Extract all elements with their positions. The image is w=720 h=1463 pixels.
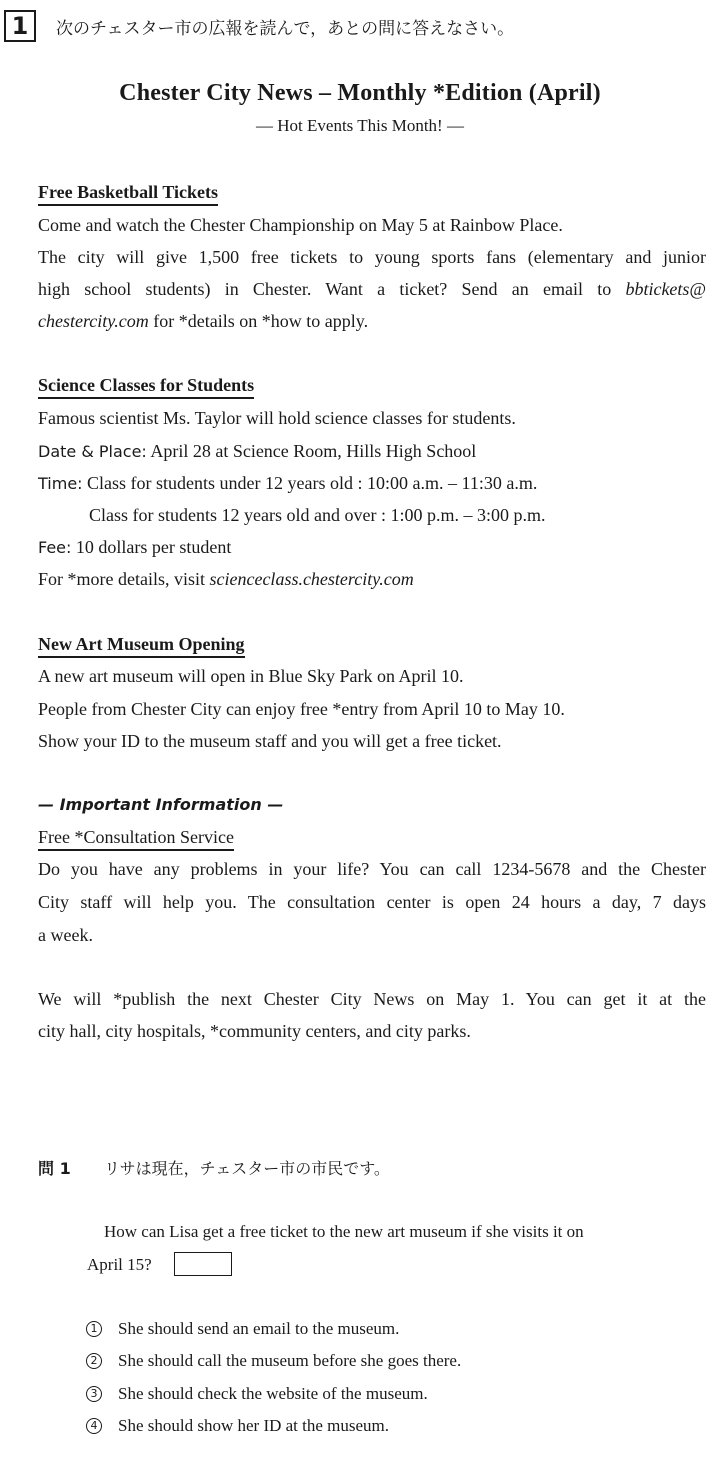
question-number: 1 bbox=[11, 12, 29, 40]
choice-number-2: 2 bbox=[86, 1353, 102, 1369]
basketball-line-1: Come and watch the Chester Championship on May 5 at Rainbow Place. bbox=[38, 215, 563, 235]
important-info-label: — Important Information — bbox=[38, 795, 284, 814]
basketball-line-2: The city will give 1,500 free tickets to young sports fans (elementary and junior bbox=[38, 247, 706, 267]
basketball-heading: Free Basketball Tickets bbox=[38, 181, 218, 206]
choice-text-2: She should call the museum before she goes there. bbox=[118, 1351, 462, 1370]
science-line-1: Famous scientist Ms. Taylor will hold science classes for students. bbox=[38, 408, 516, 428]
science-more-text: For *more details, visit bbox=[38, 569, 210, 589]
time-label: Time: bbox=[38, 474, 83, 493]
basketball-line-3-text: high school students) in Chester. Want a ticket? Send an email to bbox=[38, 279, 626, 299]
consultation-line-3: a week. bbox=[38, 925, 93, 945]
museum-line-2: People from Chester City can enjoy free *entry from April 10 to May 10. bbox=[38, 699, 565, 719]
basketball-line-3 bbox=[38, 277, 706, 301]
fee-label: Fee: bbox=[38, 538, 72, 557]
choice-text-4: She should show her ID at the museum. bbox=[118, 1416, 390, 1435]
science-time-line-2: Class for students 12 years old and over : 1:00 p.m. – 3:00 p.m. bbox=[89, 505, 546, 525]
fee-value: 10 dollars per student bbox=[71, 537, 232, 557]
choice-1[interactable] bbox=[86, 1318, 399, 1340]
answer-box[interactable] bbox=[174, 1252, 232, 1276]
date-place-value: April 28 at Science Room, Hills High School bbox=[146, 441, 477, 461]
science-more-line bbox=[38, 567, 414, 591]
date-place-label: Date & Place: bbox=[38, 442, 147, 461]
question-1-text-line-2: April 15? bbox=[87, 1255, 152, 1274]
choice-number-4: 4 bbox=[86, 1418, 102, 1434]
notice-subtitle: — Hot Events This Month! — bbox=[256, 116, 464, 135]
science-date-line bbox=[38, 439, 476, 464]
choice-text-1: She should send an email to the museum. bbox=[118, 1319, 400, 1338]
museum-heading: New Art Museum Opening bbox=[38, 633, 245, 658]
science-url: scienceclass.chestercity.com bbox=[209, 569, 414, 589]
museum-line-1: A new art museum will open in Blue Sky Park on April 10. bbox=[38, 666, 464, 686]
consultation-line-2: City staff will help you. The consultation center is open 24 hours a day, 7 days bbox=[38, 892, 706, 912]
choice-number-1: 1 bbox=[86, 1321, 102, 1337]
basketball-email-part-2: chestercity.com bbox=[38, 311, 149, 331]
question-1-note: リサは現在，チェスター市の市民です。 bbox=[104, 1159, 390, 1178]
instruction-text: 次のチェスター市の広報を読んで，あとの問に答えなさい。 bbox=[56, 19, 515, 39]
consultation-line-1: Do you have any problems in your life? You can call 1234-5678 and the Chester bbox=[38, 859, 706, 879]
publish-line-1: We will *publish the next Chester City News on May 1. You can get it at the bbox=[38, 989, 706, 1009]
science-fee-line bbox=[38, 535, 231, 560]
choice-3[interactable] bbox=[86, 1383, 428, 1405]
choice-4[interactable] bbox=[86, 1415, 389, 1437]
consultation-heading: Free *Consultation Service bbox=[38, 826, 234, 851]
science-time-line-1 bbox=[38, 471, 537, 496]
museum-line-3: Show your ID to the museum staff and you will get a free ticket. bbox=[38, 731, 502, 751]
notice-title: Chester City News – Monthly *Edition (April) bbox=[119, 80, 601, 106]
science-heading: Science Classes for Students bbox=[38, 374, 254, 399]
choice-text-3: She should check the website of the museum. bbox=[118, 1384, 428, 1403]
publish-line-2: city hall, city hospitals, *community centers, and city parks. bbox=[38, 1021, 471, 1041]
choice-2[interactable] bbox=[86, 1350, 461, 1372]
time-value-1: Class for students under 12 years old : 10:00 a.m. – 11:30 a.m. bbox=[82, 473, 538, 493]
basketball-line-4-text: for *details on *how to apply. bbox=[148, 311, 369, 331]
question-1-label: 問 1 bbox=[38, 1159, 71, 1178]
basketball-email-part-1: bbtickets@ bbox=[625, 279, 706, 299]
question-1-text-line-1: How can Lisa get a free ticket to the new art museum if she visits it on bbox=[104, 1222, 584, 1241]
basketball-line-4 bbox=[38, 309, 368, 333]
choice-number-3: 3 bbox=[86, 1386, 102, 1402]
question-number-box bbox=[4, 10, 36, 42]
